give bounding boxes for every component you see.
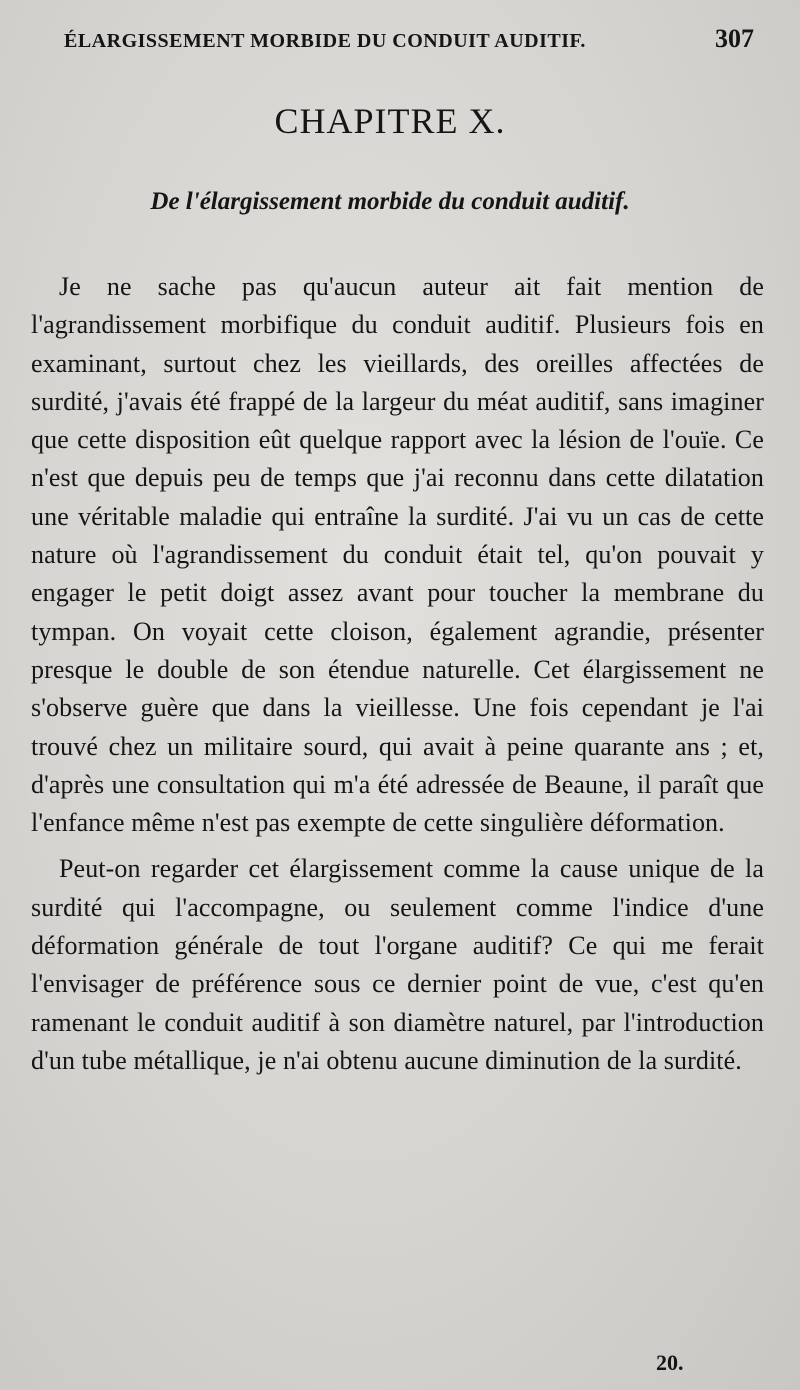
body-text (31, 268, 764, 1088)
chapter-title: CHAPITRE X. (274, 101, 506, 141)
paragraph-2: Peut-on regarder cet élargissement comme la cause unique de la surdité qui l'accompagne, ou seulement comme l'indice d'une déformation générale de tout l'organe auditif? Ce qui me ferait l'envisager de préférence sous ce dernier point de vue, c'est qu'en ramenant le conduit auditif à son diamètre naturel, par l'introduction d'un tube métallique, je n'ai obtenu aucune diminution de la surdité. (31, 854, 764, 1075)
page-number: 307 (715, 24, 754, 53)
running-title: ÉLARGISSEMENT MORBIDE DU CONDUIT AUDITIF. (64, 30, 586, 52)
paragraph-1: Je ne sache pas qu'aucun auteur ait fait mention de l'agrandissement morbifique du conduit auditif. Plusieurs fois en examinant, surtout chez les vieillards, des oreilles affectées de surdité, j'avais été frappé de la largeur du méat auditif, sans imaginer que cette disposition eût quelque rapport avec la lésion de l'ouïe. Ce n'est que depuis peu de temps que j'ai reconnu dans cette dilatation une véritable maladie qui entraîne la surdité. J'ai vu un cas de cette nature où l'agrandissement du conduit était tel, qu'on pouvait y engager le petit doigt assez avant pour toucher la membrane du tympan. On voyait cette cloison, également agrandie, présenter presque le double de son étendue naturelle. Cet élargissement ne s'observe guère que dans la vieillesse. Une fois cependant je l'ai trouvé chez un militaire sourd, qui avait à peine quarante ans ; et, d'après une consultation qui m'a été adressée de Beaune, il paraît que l'enfance même n'est pas exempte de cette singulière déformation. (31, 272, 764, 838)
section-title: De l'élargissement morbide du conduit auditif. (150, 188, 630, 215)
signature-mark: 20. (656, 1350, 684, 1375)
running-head (64, 24, 754, 56)
